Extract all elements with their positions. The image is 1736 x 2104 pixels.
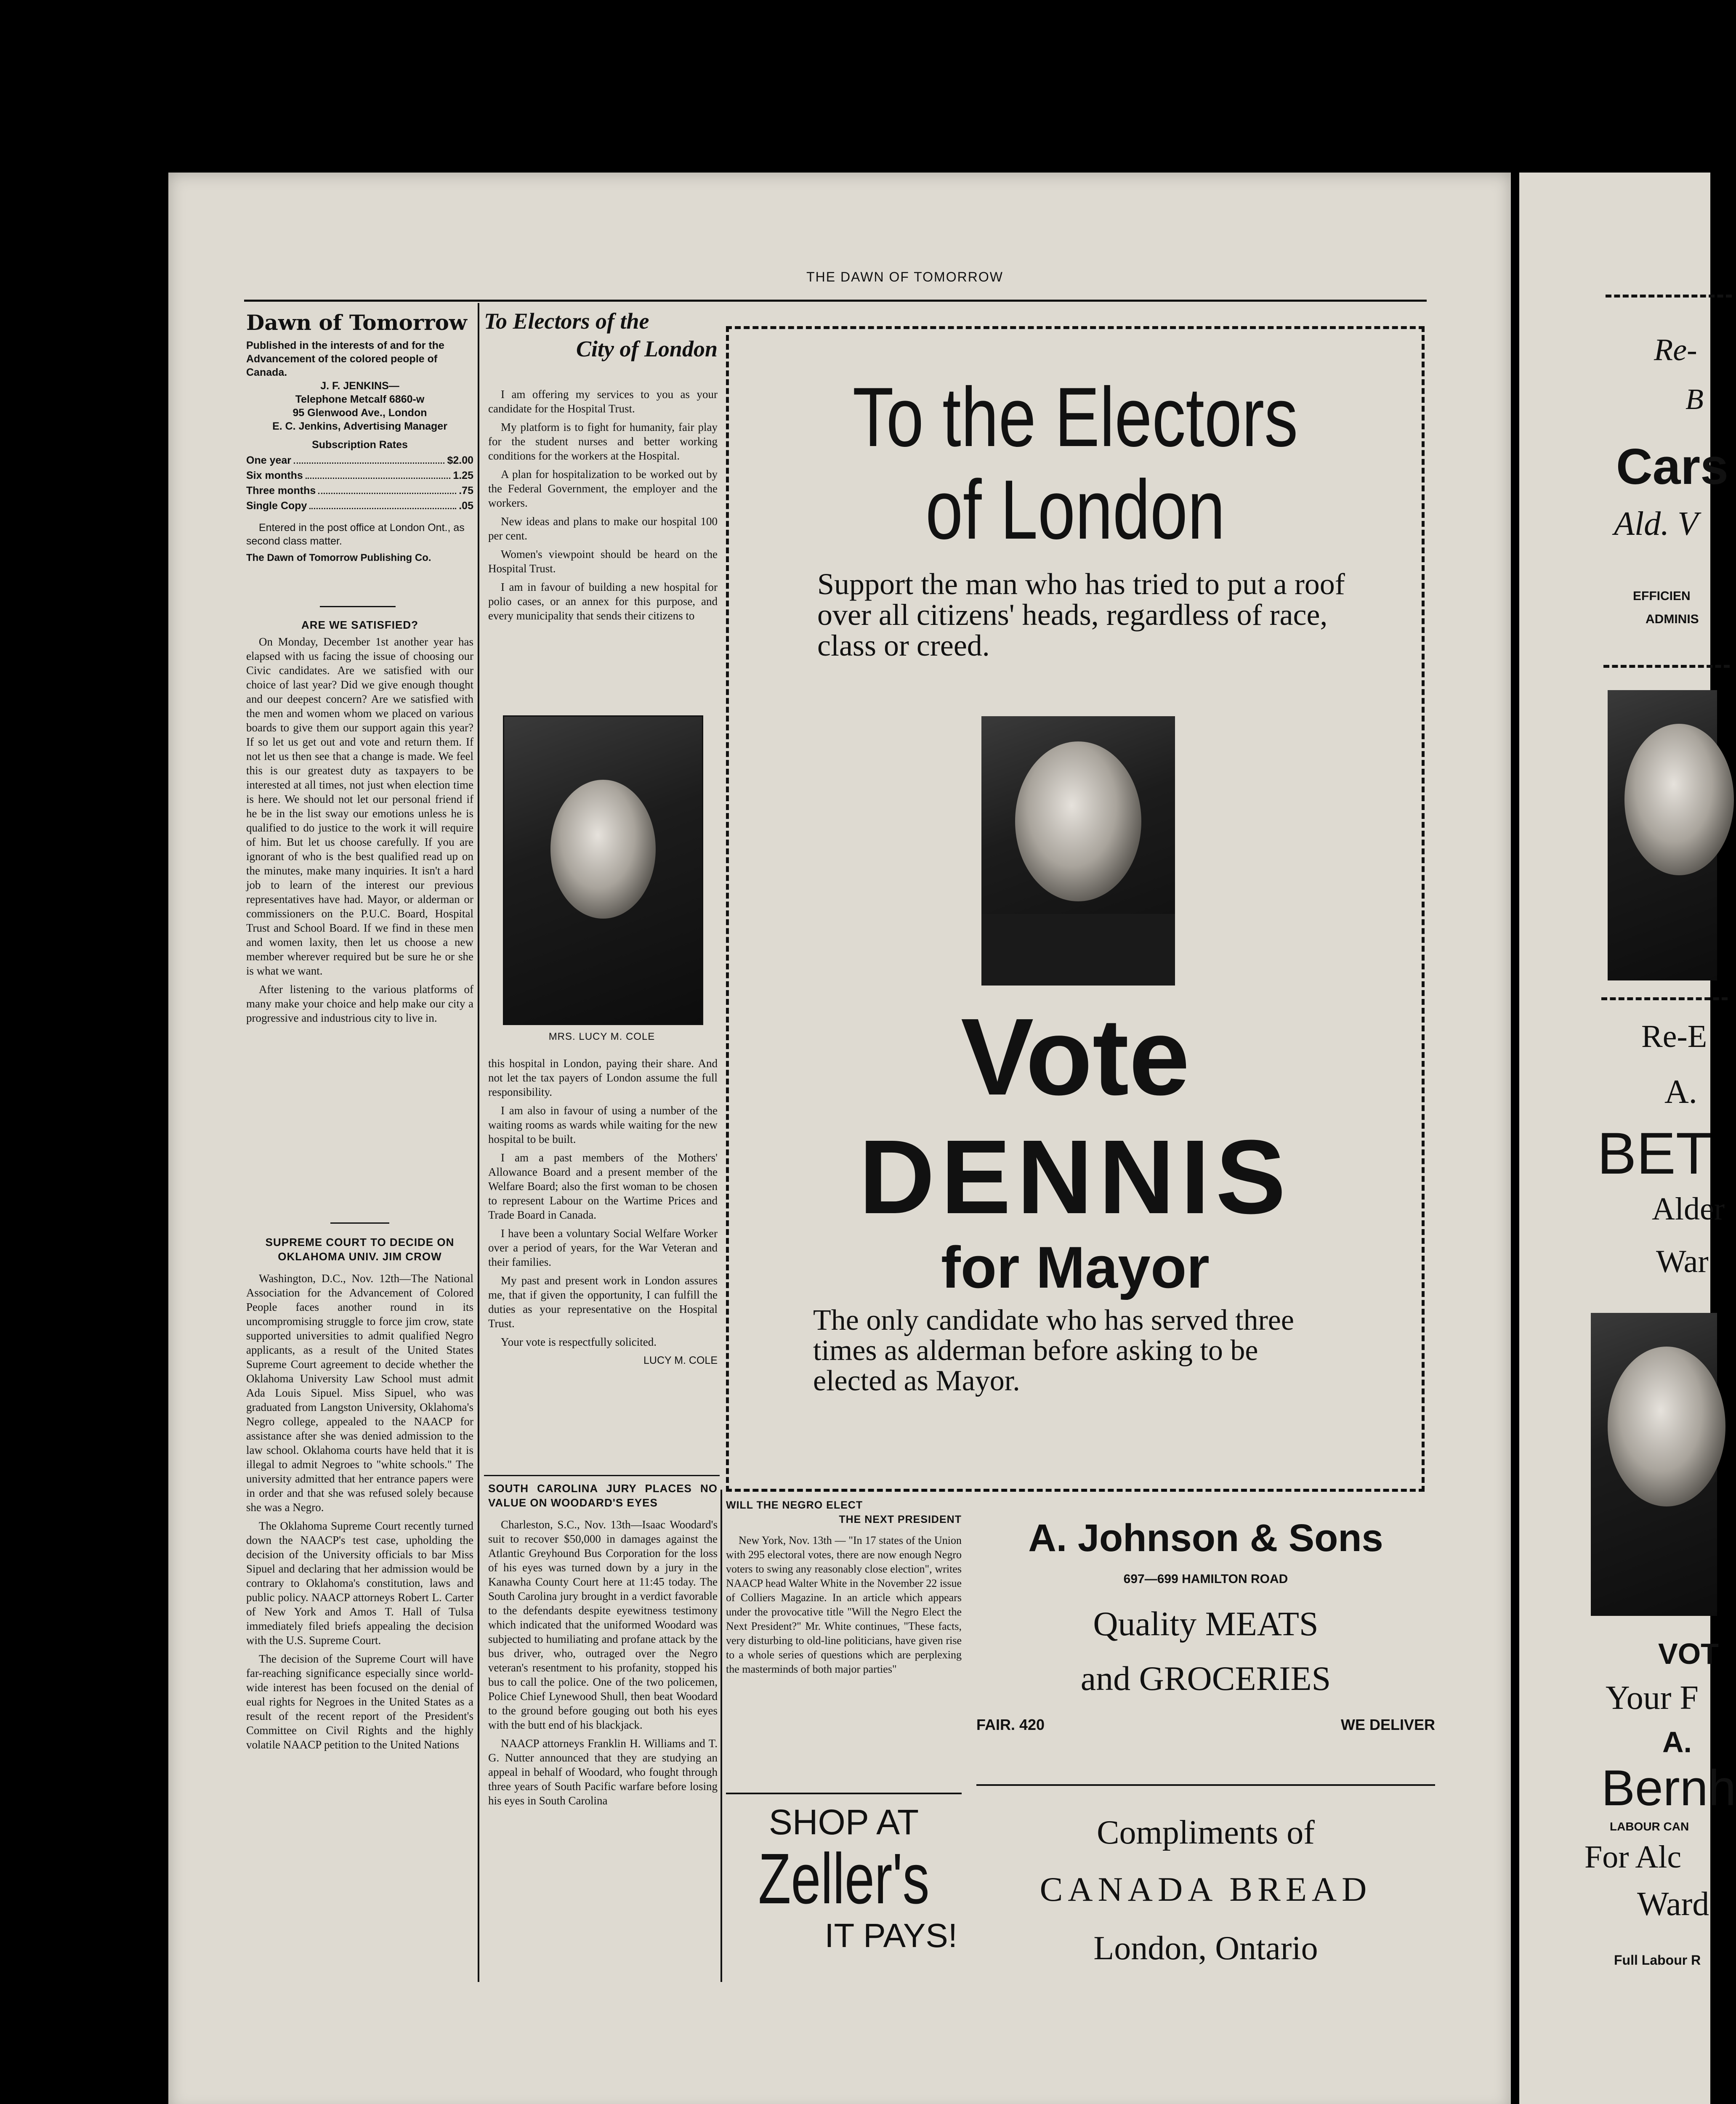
- divider: [484, 1475, 720, 1476]
- rates-heading: Subscription Rates: [312, 439, 408, 451]
- rates-table: [246, 453, 473, 513]
- ad-border: [1601, 997, 1728, 1003]
- portrait-candidate: [1608, 690, 1717, 980]
- ad-store-name: A. Johnson & Sons: [1028, 1517, 1383, 1559]
- article-paragraph: After listening to the various platforms of many make your choice and help make our city a progressive and industrious city to live in.: [246, 983, 473, 1024]
- ad-border: [1606, 295, 1732, 300]
- right-line: Re-E: [1641, 1019, 1707, 1054]
- article-paragraph: On Monday, December 1st another year has elapsed with us facing the issue of choosing our Civic candidates. Are we satisfied with our choice of last year? Did we give enough thought and our deepest concern? Are we satisfied with the men and women whom we placed on various boards to give them our support again this year? If so let us get out and vote and return them. If not let us then see that a change is made. We feel this is our greatest duty as taxpayers to be interested at all times, not just when election time is here. We should not let our personal friend if he be in the list sway our emotions unless he is qualified to do justice to the work it will require of him. But let us choose carefully. If you are ignorant of who is the best qualified read up on the minutes, make many inquiries. It isn't a hard job to learn of the interest our previous representatives have had. Mayor, or alderman or commissioners on the P.U.C. Board, Hospital Trust and School Board. If we find in these men and women laxity, then let us choose a new member wherever required but be sure he or she is what we want.: [246, 635, 473, 977]
- right-line: For Alc: [1584, 1839, 1682, 1875]
- article-negro-president: [726, 1498, 962, 1681]
- article-cole-bottom: [488, 1056, 718, 1368]
- masthead: [246, 309, 473, 565]
- ad-name: DENNIS: [859, 1118, 1292, 1235]
- right-line: Bernh: [1601, 1760, 1736, 1816]
- entered-note: Entered in the post office at London Ont., as second class matter.: [246, 522, 465, 547]
- ad-border: [1603, 665, 1730, 670]
- article-heading: THE NEXT PRESIDENT: [839, 1514, 962, 1525]
- portrait-face: [1015, 741, 1141, 901]
- ad-dennis: [726, 326, 1425, 1492]
- article-heading: ARE WE SATISFIED?: [301, 619, 418, 631]
- divider: [976, 1784, 1435, 1786]
- masthead-line: 95 Glenwood Ave., London: [292, 407, 427, 419]
- ad-store-name: Zeller's: [758, 1839, 930, 1919]
- right-line: Alder: [1652, 1191, 1725, 1227]
- article-paragraph: I am in favour of building a new hospital for polio cases, or an annex for this purpose, and every municipality that sends their citizens to: [488, 581, 718, 622]
- right-line: War: [1656, 1244, 1709, 1279]
- divider: [330, 1222, 389, 1224]
- head-rule: [244, 300, 1427, 302]
- article-paragraph: New ideas and plans to make our hospital 100 per cent.: [488, 515, 718, 542]
- article-south-carolina: [488, 1481, 718, 1812]
- ad-line: and GROCERIES: [1080, 1659, 1331, 1698]
- ad-address: 697—699 HAMILTON ROAD: [1123, 1572, 1288, 1586]
- right-line: A.: [1664, 1073, 1697, 1110]
- adjacent-page-content: [1519, 173, 1736, 2104]
- ad-zellers: [726, 1801, 962, 1982]
- article-paragraph: Washington, D.C., Nov. 12th—The National Association for the Advancement of Colored People faces another round in its uncompromising struggle to force jim crow, state supported universities to admit qualified Negro applicants, as a result of the United States Supreme Court agreement to decide whether the Oklahoma University Law School must admit Ada Louis Sipuel. Miss Sipuel, who was graduated from Langston University, Oklahoma's Negro college, appealed to the NAACP for assistance after she was denied admission to the law school. Oklahoma courts have held that it is illegal to admit Negroes to "white schools." The university admitted that her entrance papers were in order and that she was refused solely because she was a Negro.: [246, 1272, 473, 1514]
- photo-caption: MRS. LUCY M. COLE: [548, 1031, 655, 1042]
- right-line: VOT: [1658, 1637, 1719, 1670]
- rate-row: One year $2.00: [246, 453, 473, 468]
- ad-vote: Vote: [960, 996, 1190, 1118]
- masthead-title: Dawn of Tomorrow: [246, 310, 467, 335]
- article-paragraph: A plan for hospitalization to be worked out by the Federal Government, the employer and the workers.: [488, 468, 718, 509]
- portrait-face: [550, 780, 656, 919]
- article-paragraph: My platform is to fight for humanity, fair play for the student nurses and better working conditions for the workers at the Hospital.: [488, 421, 718, 462]
- right-line: Cars: [1616, 438, 1728, 495]
- ad-line: Quality MEATS: [1093, 1605, 1319, 1643]
- article-heading: SOUTH CAROLINA JURY PLACES NO VALUE ON WOODARD'S EYES: [488, 1482, 718, 1509]
- article-heading: SUPREME COURT TO DECIDE ON OKLAHOMA UNIV. JIM CROW: [265, 1236, 455, 1263]
- rate-row: Three months .75: [246, 483, 473, 498]
- article-paragraph: I have been a voluntary Social Welfare Worker over a period of years, for the War Veteran and their families.: [488, 1227, 718, 1268]
- ad-line: SHOP AT: [768, 1802, 919, 1842]
- article-heading: WILL THE NEGRO ELECT: [726, 1499, 863, 1511]
- column-rule: [720, 1490, 722, 1982]
- portrait-suit: [981, 914, 1175, 986]
- article-paragraph: The Oklahoma Supreme Court recently turned down the NAACP's test case, upholding the decision of the University officials to bar Miss Sipuel and declaring that her admission would be contrary to Oklahoma's constitution, laws and public policy. NAACP attorneys Robert L. Carter of New York and Amos T. Hall of Tulsa immediately filed briefs appealing the decision with the U.S. Supreme Court.: [246, 1520, 473, 1647]
- article-paragraph: this hospital in London, paying their share. And not let the tax payers of London assume the full responsibility.: [488, 1057, 718, 1098]
- right-line: BET: [1597, 1120, 1712, 1186]
- masthead-line: Telephone Metcalf 6860-w: [295, 393, 425, 405]
- right-line: Ward: [1637, 1886, 1709, 1923]
- right-line: ADMINIS: [1646, 612, 1699, 626]
- ad-line: IT PAYS!: [824, 1917, 957, 1954]
- publisher: The Dawn of Tomorrow Publishing Co.: [246, 552, 431, 563]
- article-paragraph: NAACP attorneys Franklin H. Williams and T. G. Nutter announced that they are studying an appeal in behalf of Woodard, who fought through three years of South Pacific warfare before losing his eyes in South Carolina: [488, 1737, 718, 1807]
- portrait-face: [1624, 724, 1734, 875]
- right-line: EFFICIEN: [1633, 589, 1691, 603]
- article-paragraph: My past and present work in London assures me, that if given the opportunity, I can fulfill the duties as your representative on the Hospital Trust.: [488, 1274, 718, 1330]
- ad-johnson: [976, 1515, 1435, 1734]
- right-line: Your F: [1606, 1679, 1699, 1716]
- article-paragraph: Your vote is respectfully solicited.: [501, 1336, 657, 1348]
- running-head: THE DAWN OF TOMORROW: [806, 269, 1003, 284]
- signature: LUCY M. COLE: [643, 1355, 718, 1366]
- right-line: LABOUR CAN: [1610, 1820, 1689, 1833]
- ad-intro: Support the man who has tried to put a roof over all citizens' heads, regardless of race, class or creed.: [817, 567, 1345, 662]
- masthead-line: Published in the interests of and for the Advancement of the colored people of Canada.: [246, 340, 444, 378]
- rate-row: Six months 1.25: [246, 468, 473, 483]
- portrait-candidate: [1591, 1313, 1717, 1616]
- ad-phone: FAIR. 420: [976, 1716, 1045, 1733]
- article-are-we-satisfied: [246, 618, 473, 1029]
- portrait-face: [1608, 1347, 1725, 1506]
- article-paragraph: The decision of the Supreme Court will have far-reaching significance especially since world-wide interest has been focused on the denial of eual rights for Negroes in the United States as a result of the recent report of the President's Committee on Civil Rights and the highly volatile NAACP petition to the United Nations: [246, 1652, 473, 1751]
- article-heading: To Electors of the: [484, 308, 649, 334]
- ad-footer-row: [976, 1716, 1435, 1734]
- right-line: A.: [1662, 1726, 1692, 1759]
- article-paragraph: I am a past members of the Mothers' Allowance Board and a present member of the Welfare Board; also the first woman to be chosen to represent Labour on the Wartime Prices and Trade Board in Canada.: [488, 1151, 718, 1221]
- article-paragraph: I am offering my services to you as your candidate for the Hospital Trust.: [488, 388, 718, 415]
- ad-footer: The only candidate who has served three times as alderman before asking to be elected as Mayor.: [813, 1304, 1294, 1397]
- ad-line: London, Ontario: [1093, 1930, 1318, 1967]
- article-paragraph: Women's viewpoint should be heard on the Hospital Trust.: [488, 548, 718, 575]
- masthead-line: J. F. JENKINS—: [320, 380, 399, 392]
- right-line: Ald. V: [1614, 505, 1698, 542]
- article-supreme-court: [246, 1235, 473, 1756]
- right-line: Re-: [1654, 333, 1697, 367]
- rate-row: Single Copy .05: [246, 498, 473, 513]
- divider: [726, 1793, 962, 1794]
- ad-office: for Mayor: [941, 1234, 1210, 1300]
- right-line: Full Labour R: [1614, 1953, 1701, 1968]
- ad-headline: To the Electors of London: [852, 370, 1298, 557]
- masthead-line: E. C. Jenkins, Advertising Manager: [272, 420, 447, 432]
- article-paragraph: New York, Nov. 13th — "In 17 states of the Union with 295 electoral votes, there are now enough Negro voters to swing any reasonably close election", writes NAACP head Walter White in the November 22 issue of Colliers Magazine. In an article which appears under the provocative title "Will the Negro Elect the Next President?" Mr. White continues, "These facts, very disturbing to old-line politicians, have given rise to a whole series of questions which are perplexing the masterminds of both major parties": [726, 1534, 962, 1675]
- article-paragraph: Charleston, S.C., Nov. 13th—Isaac Woodard's suit to recover $50,000 in damages against the Atlantic Greyhound Bus Corporation for the loss of his eyes was turned down by a jury in the Kanawha County Court here at 11:45 today. The South Carolina jury brought in a verdict favorable to the defendants despite eyewitness testimony which indicated that the uniformed Woodard was subjected to humiliating and profane attack by the bus driver, who, outraged over the Negro veteran's resentment to his profanity, stopped his bus to call the police. One of the two policemen, Police Chief Lynewood Shull, then beat Woodard to the ground before gouging out both his eyes with the butt end of his blackjack.: [488, 1518, 718, 1731]
- portrait-lucy-cole: [503, 715, 703, 1025]
- article-paragraph: I am also in favour of using a number of the waiting rooms as wards while waiting for the new hospital to be built.: [488, 1104, 718, 1145]
- article-cole-top: [488, 387, 718, 627]
- ad-deliver: WE DELIVER: [1340, 1716, 1435, 1733]
- right-line: B: [1685, 383, 1704, 416]
- ad-line: CANADA BREAD: [1039, 1870, 1372, 1908]
- ad-canada-bread: [976, 1805, 1435, 1978]
- article-heading: City of London: [576, 336, 718, 361]
- divider: [320, 606, 396, 607]
- portrait-dennis: [981, 716, 1175, 986]
- column-rule: [478, 303, 479, 1982]
- article-to-electors-heading: [484, 307, 718, 363]
- ad-line: Compliments of: [1097, 1814, 1315, 1851]
